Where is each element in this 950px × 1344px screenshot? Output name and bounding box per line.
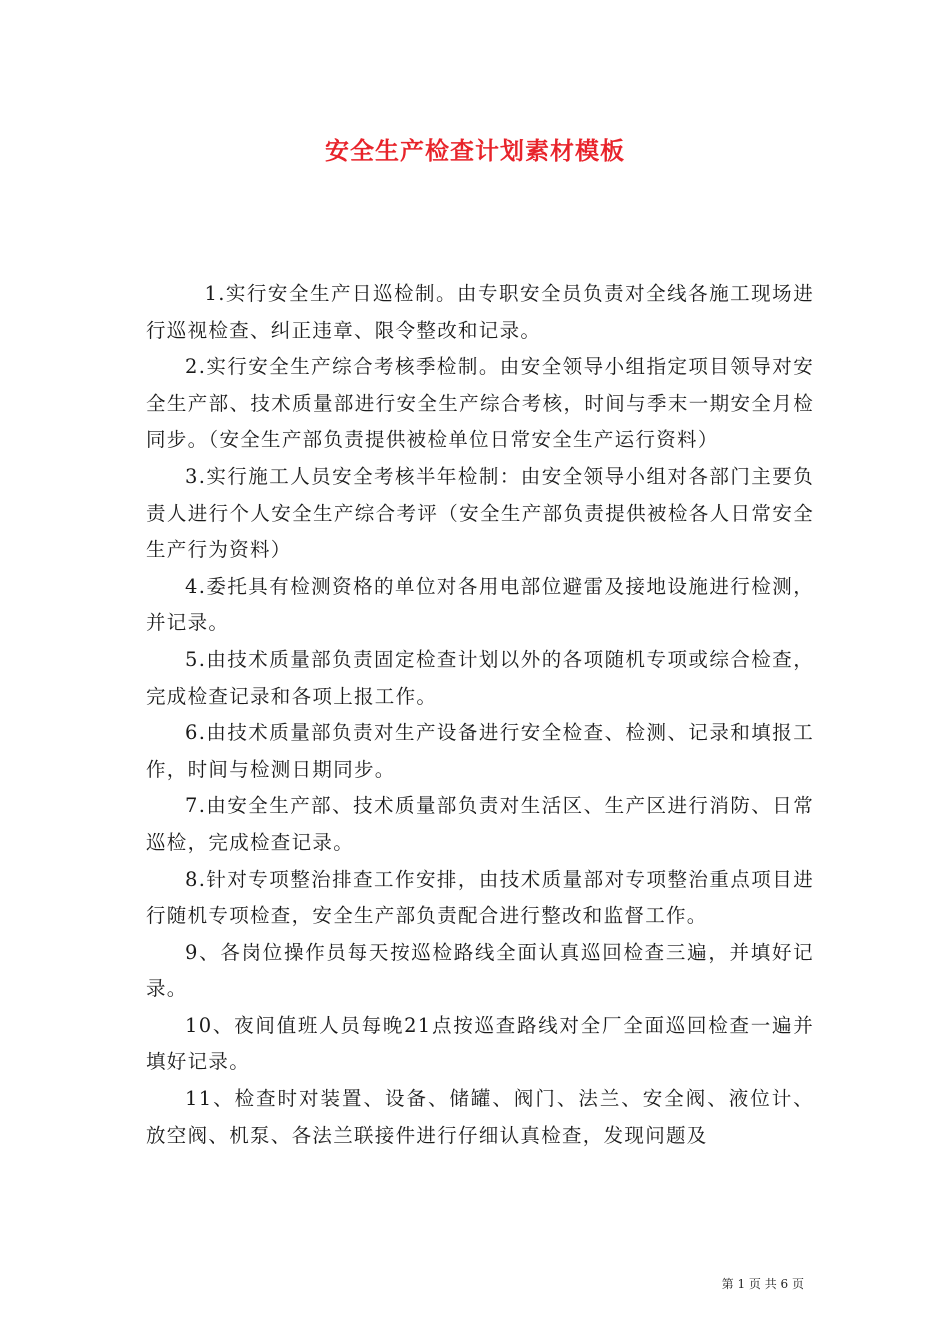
document-title: 安全生产检查计划素材模板 [325, 136, 625, 165]
paragraph-1: 1.实行安全生产日巡检制。由专职安全员负责对全线各施工现场进行巡视检查、纠正违章、限令整改和记录。 [146, 282, 814, 342]
page-number: 第 1 页 共 6 页 [721, 1277, 804, 1291]
paragraph-5: 5.由技术质量部负责固定检查计划以外的各项随机专项或综合检查，完成检查记录和各项上报工作。 [146, 647, 814, 708]
paragraph-2: 2.实行安全生产综合考核季检制。由安全领导小组指定项目领导对安全生产部、技术质量部进行安全生产综合考核，时间与季末一期安全月检同步。（安全生产部负责提供被检单位日常安全生产运行资料） [146, 355, 814, 452]
paragraph-11: 11、检查时对装置、设备、储罐、阀门、法兰、安全阀、液位计、放空阀、机泵、各法兰联接件进行仔细认真检查，发现问题及 [146, 1087, 814, 1147]
paragraph-9: 9、各岗位操作员每天按巡检路线全面认真巡回检查三遍，并填好记录。 [146, 940, 814, 1001]
paragraph-4: 4.委托具有检测资格的单位对各用电部位避雷及接地设施进行检测，并记录。 [146, 574, 814, 635]
document-body [146, 276, 814, 1154]
paragraph-3: 3.实行施工人员安全考核半年检制：由安全领导小组对各部门主要负责人进行个人安全生产综合考评（安全生产部负责提供被检各人日常安全生产行为资料） [146, 464, 814, 562]
paragraph-8: 8.针对专项整治排查工作安排，由技术质量部对专项整治重点项目进行随机专项检查，安全生产部负责配合进行整改和监督工作。 [146, 867, 814, 928]
paragraph-7: 7.由安全生产部、技术质量部负责对生活区、生产区进行消防、日常巡检，完成检查记录。 [146, 794, 814, 854]
paragraph-10: 10、夜间值班人员每晚21点按巡查路线对全厂全面巡回检查一遍并填好记录。 [146, 1013, 814, 1074]
paragraph-6: 6.由技术质量部负责对生产设备进行安全检查、检测、记录和填报工作，时间与检测日期同步。 [146, 721, 814, 781]
